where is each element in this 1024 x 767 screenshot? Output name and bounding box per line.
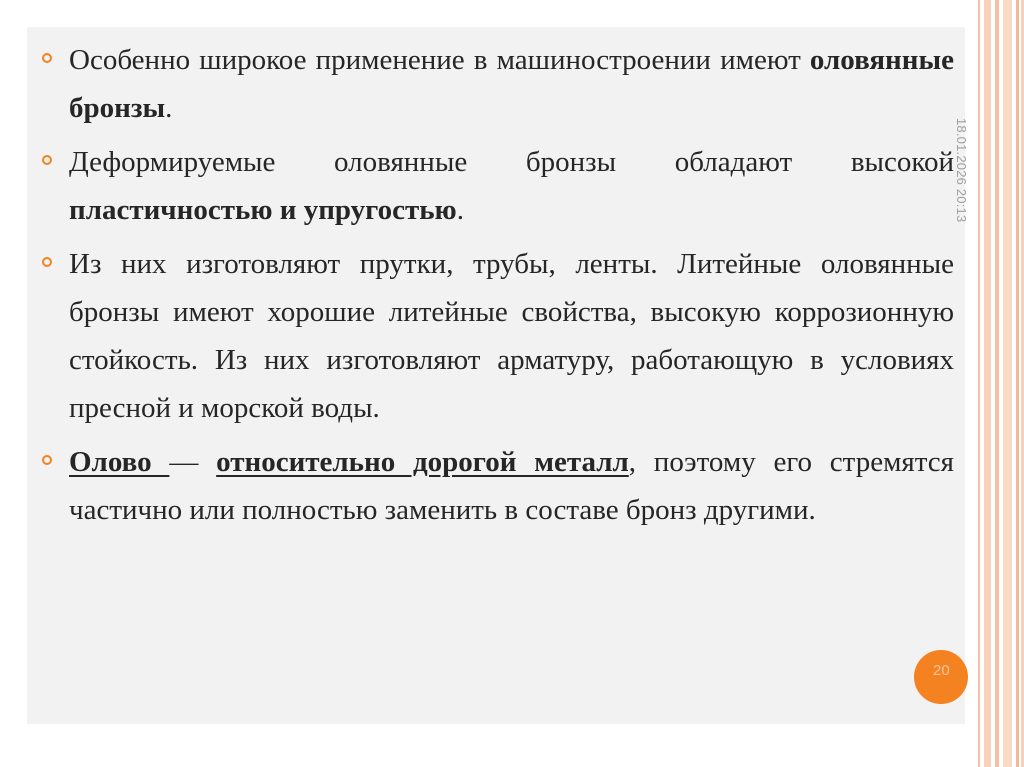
decorative-stripes xyxy=(978,0,1024,767)
bullet-item xyxy=(42,240,954,432)
bullet-circle-icon xyxy=(42,155,52,165)
bullet-text: Деформируемые оловянные бронзы обладают высокой пластичностью и упругостью. xyxy=(69,146,954,226)
bullet-item xyxy=(42,138,954,234)
bullet-text: Олово — относительно дорогой металл, поэтому его стремятся частично или полностью заменить в составе бронз другими. xyxy=(69,446,955,526)
bullet-circle-icon xyxy=(42,53,52,63)
bullet-circle-icon xyxy=(42,257,52,267)
bullet-item xyxy=(42,36,954,132)
bullet-list xyxy=(42,36,954,540)
bold-term: оловянные бронзы xyxy=(69,44,954,124)
bullet-item xyxy=(42,438,954,534)
bullet-text: Из них изготовляют прутки, трубы, ленты. Литейные оловянные бронзы имеют хорошие литейные свойства, высокую коррозионную стойкость. Из них изготовляют арматуру, работающую в условиях пресной и морской воды. xyxy=(69,248,954,424)
bold-term: пластичностью и упругостью xyxy=(69,194,457,226)
bullet-text: Особенно широкое применение в машиностроении имеют оловянные бронзы. xyxy=(69,44,954,124)
underlined-term: Олово xyxy=(69,446,170,478)
underlined-term: относительно дорогой металл xyxy=(216,446,629,478)
slide-date: 18.01.2026 20:13 xyxy=(954,118,969,223)
bullet-circle-icon xyxy=(42,455,52,465)
page-number: 20 xyxy=(933,662,950,679)
